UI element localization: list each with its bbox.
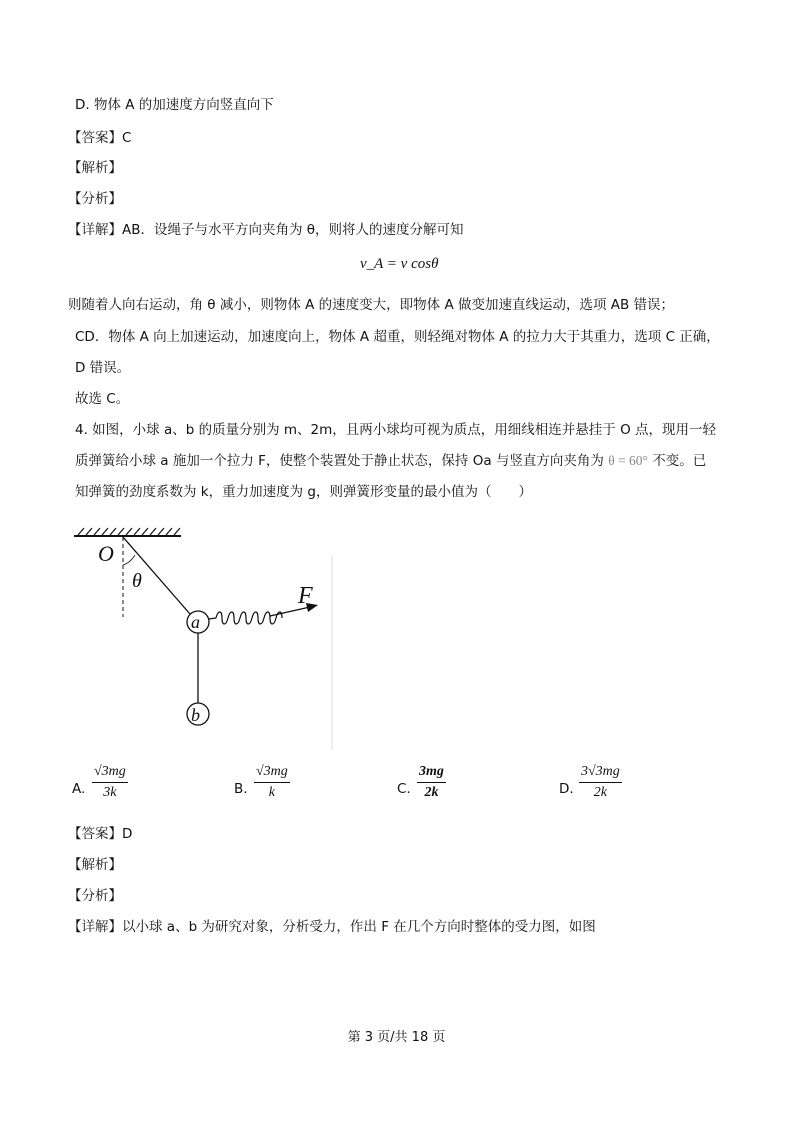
conclusion: 故选 C。 [75, 391, 130, 407]
detail-line-2: CD．物体 A 向上加速运动，加速度向上，物体 A 超重，则轻绳对物体 A 的拉力大于其重力，选项 C 正确， [75, 329, 720, 345]
fenxi-label-2: 【分析】 [68, 888, 122, 904]
option-b-label: B. [234, 781, 248, 797]
option-b-fraction [254, 762, 290, 803]
label-O: O [98, 541, 114, 566]
question-line-2a: 质弹簧给小球 a 施加一个拉力 F，使整个装置处于静止状态，保持 Oa 与竖直方向夹角为 [75, 453, 604, 469]
option-c-label: C. [397, 781, 411, 797]
option-c-numerator: 3mg [417, 762, 446, 783]
option-a-fraction [92, 762, 128, 803]
option-d-numerator: 3√3mg [579, 762, 622, 783]
fenxi-label: 【分析】 [68, 191, 122, 207]
detail-intro-2: 【详解】以小球 a、b 为研究对象，分析受力，作出 F 在几个方向时整体的受力图，如图 [68, 919, 596, 935]
option-d-label: D. [559, 781, 574, 797]
option-a-denominator: 3k [103, 785, 117, 800]
option-d-denominator: 2k [593, 785, 607, 800]
option-a-numerator: √3mg [92, 762, 128, 783]
option-a-label: A. [72, 781, 86, 797]
label-theta: θ [132, 570, 142, 592]
option-b-numerator: √3mg [254, 762, 290, 783]
label-F: F [298, 583, 313, 609]
analysis-label-2: 【解析】 [68, 857, 122, 873]
pendulum-spring-figure [70, 525, 340, 755]
angle-value: θ = 60° [608, 453, 648, 468]
detail-line-3: D 错误。 [75, 360, 131, 376]
option-d-fraction [579, 762, 622, 803]
option-b-denominator: k [268, 785, 275, 800]
detail-intro: 【详解】AB．设绳子与水平方向夹角为 θ，则将人的速度分解可知 [68, 222, 464, 238]
question-line-2 [75, 452, 706, 470]
option-c-fraction [417, 762, 446, 803]
answer-label-2: 【答案】D [68, 826, 133, 842]
page-footer: 第 3 页/共 18 页 [347, 1030, 446, 1045]
detail-line-1: 则随着人向右运动，角 θ 减小，则物体 A 的速度变大，即物体 A 做变加速直线运动，选项 AB 错误； [68, 297, 675, 313]
velocity-formula: v_A = v cosθ [360, 256, 439, 272]
question-line-1: 4. 如图，小球 a、b 的质量分别为 m、2m，且两小球均可视为质点，用细线相连并悬挂于 O 点，现用一轻 [75, 422, 716, 438]
label-a: a [191, 612, 200, 632]
option-d-text: D. 物体 A 的加速度方向竖直向下 [75, 97, 274, 113]
label-b: b [191, 705, 200, 725]
answer-label: 【答案】C [68, 130, 132, 146]
question-line-2c: 不变。已 [652, 453, 707, 469]
option-c-denominator: 2k [424, 785, 439, 800]
question-line-3: 知弹簧的劲度系数为 k，重力加速度为 g，则弹簧形变量的最小值为（ ） [75, 484, 532, 500]
analysis-label: 【解析】 [68, 160, 122, 176]
